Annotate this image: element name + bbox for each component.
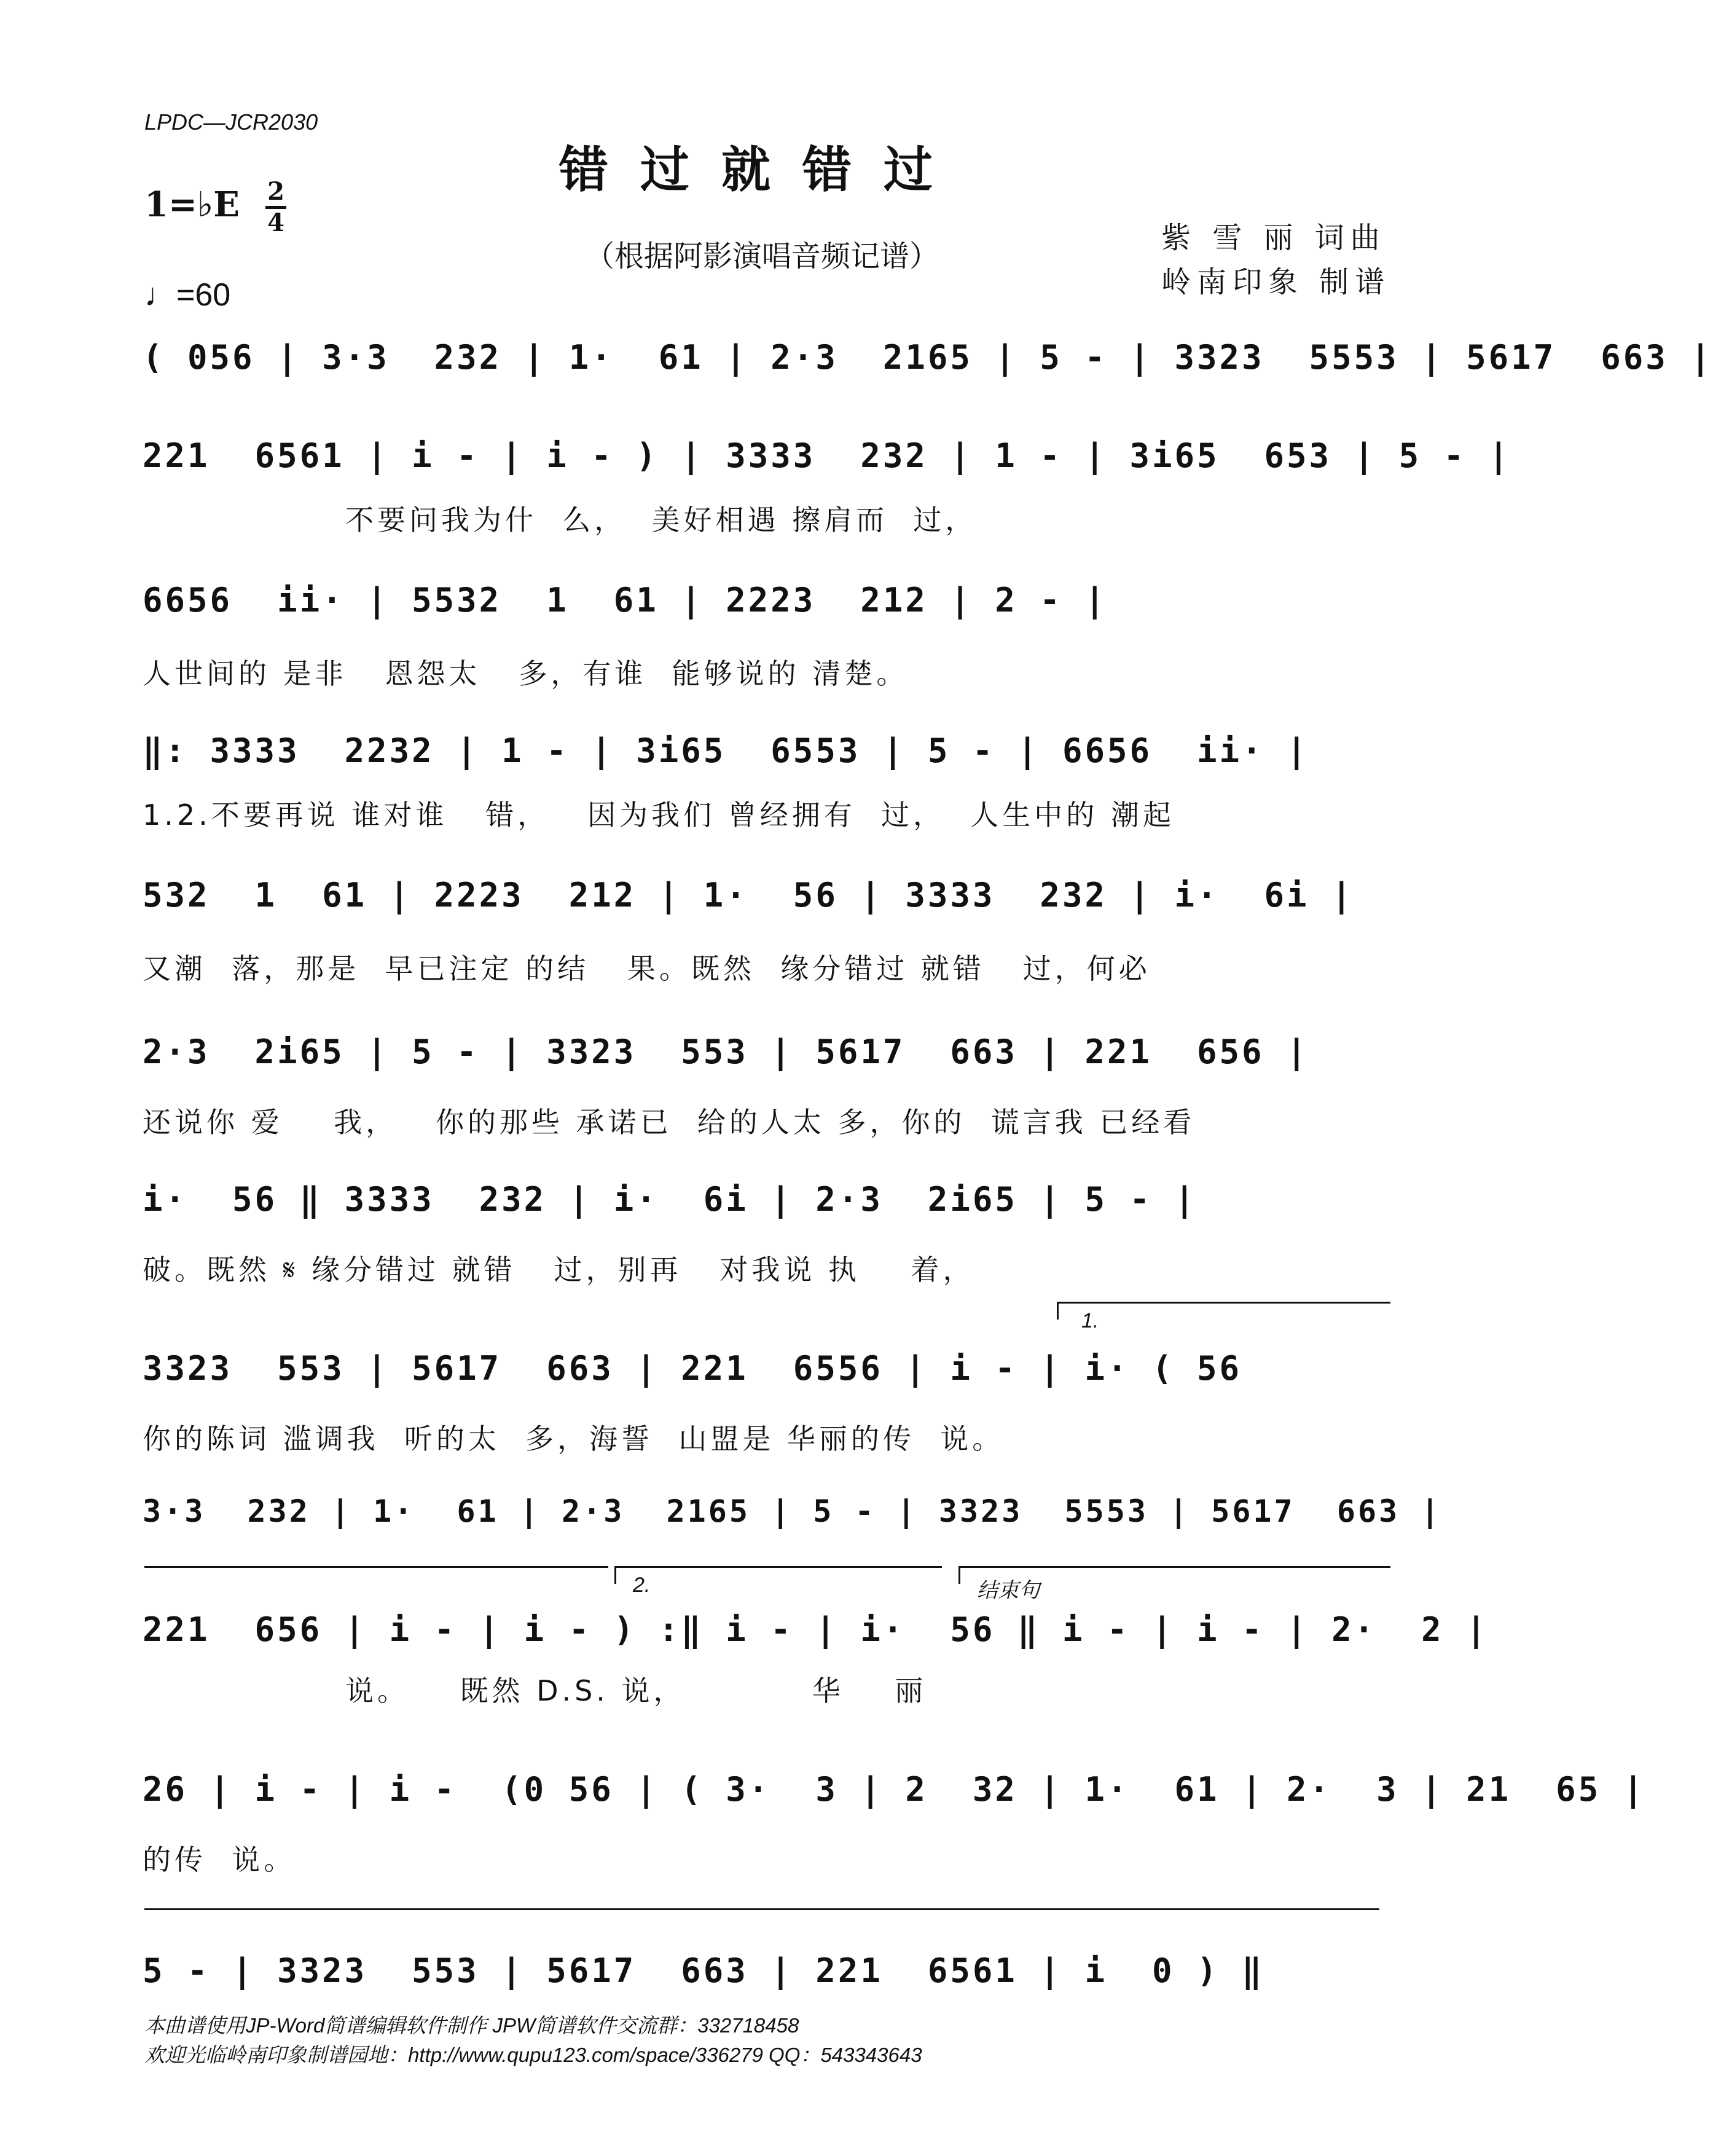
subtitle: （根据阿影演唱音频记谱） [584, 239, 939, 273]
system-12 [143, 1951, 1381, 2007]
second-ending-bracket [614, 1566, 942, 1584]
notes-line: 221 656 | i - | i - ) :‖ i - | i· 56 ‖ i - | i - | 2· 2 | [143, 1610, 1489, 1649]
lyrics-line: 又潮 落，那是 早已注定 的结 果。既然 缘分错过 就错 过，何必 [143, 952, 1151, 985]
coda-label: 结束句 [977, 1579, 1040, 1602]
footer-line-2: 欢迎光临岭南印象制谱园地：http://www.qupu123.com/space/336279 QQ：543343643 [144, 2044, 922, 2066]
lyrics-line: 不要问我为什 么， 美好相遇 擦肩而 过， [143, 503, 978, 537]
lyrics-line: 的传 说。 [143, 1843, 296, 1876]
system-3 [143, 581, 1381, 690]
notes-line: 2·3 2i65 | 5 - | 3323 553 | 5617 663 | 221 656 | [143, 1033, 1309, 1071]
system-9 [143, 1493, 1442, 1549]
footer-line-1: 本曲谱使用JP-Word简谱编辑软件制作 JPW简谱软件交流群：332718458 [144, 2014, 799, 2037]
notes-line: 3·3 232 | 1· 61 | 2·3 2165 | 5 - | 3323 5553 | 5617 663 | [143, 1493, 1442, 1529]
system-8 [143, 1349, 1381, 1454]
notes-line: i· 56 ‖ 3333 232 | i· 6i | 2·3 2i65 | 5 - | [143, 1180, 1198, 1219]
song-title: 错过就错过 [559, 141, 965, 199]
notes-line: 3323 553 | 5617 663 | 221 6556 | i - | i· ( 56 [143, 1349, 1242, 1388]
time-signature-bottom: 4 [267, 208, 284, 237]
notes-line: 26 | i - | i - (0 56 | ( 3· 3 | 2 32 | 1· 61 | 2· 3 | 21 65 | [143, 1770, 1646, 1809]
first-ending-label: 1. [1081, 1309, 1099, 1332]
document-id: LPDC—JCR2030 [144, 109, 318, 135]
tempo-marking: ♩=60 [144, 277, 231, 313]
system-2 [143, 436, 1511, 541]
notes-line: 221 6561 | i - | i - ) | 3333 232 | 1 - | 3i65 653 | 5 - | [143, 436, 1511, 475]
first-ending-bracket [1057, 1302, 1390, 1320]
notes-line: ( 056 | 3·3 232 | 1· 61 | 2·3 2165 | 5 - | 3323 5553 | 5617 663 | [143, 338, 1713, 377]
final-bracket-line [144, 1908, 1379, 1910]
second-ending-label: 2. [633, 1573, 651, 1597]
lyrics-line: 破。既然 𝄋 缘分错过 就错 过，别再 对我说 执 着， [143, 1253, 975, 1286]
notes-line: 532 1 61 | 2223 212 | 1· 56 | 3333 232 | i· 6i | [143, 876, 1354, 915]
notes-line: 6656 ii· | 5532 1 61 | 2223 212 | 2 - | [143, 581, 1107, 620]
system-10 [143, 1610, 1489, 1715]
system-4 [143, 731, 1381, 836]
system-5 [143, 876, 1381, 985]
time-signature-top: 2 [267, 177, 284, 206]
system-11 [143, 1770, 1646, 1876]
key-signature: 1=♭E [144, 184, 240, 225]
system-7 [143, 1180, 1381, 1285]
credit-score: 岭南印象 制谱 [1161, 265, 1391, 299]
system-1 [143, 338, 1713, 412]
lyrics-line: 人世间的 是非 恩怨太 多，有谁 能够说的 清楚。 [143, 657, 909, 690]
lyrics-line: 还说你 爱 我， 你的那些 承诺已 给的人太 多，你的 谎言我 已经看 [143, 1106, 1196, 1139]
time-signature [265, 179, 286, 235]
credit-lyrics: 紫 雪 丽 词曲 [1161, 221, 1386, 255]
notes-line: 5 - | 3323 553 | 5617 663 | 221 6561 | i 0 ) ‖ [143, 1951, 1264, 1990]
lyrics-line: 说。 既然 D.S. 说， 华 丽 [143, 1674, 927, 1707]
system-6 [143, 1033, 1381, 1137]
first-ending-continuation-line [144, 1566, 608, 1568]
lyrics-line: 1.2.不要再说 谁对谁 错， 因为我们 曾经拥有 过， 人生中的 潮起 [143, 798, 1175, 832]
lyrics-line: 你的陈词 滥调我 听的太 多，海誓 山盟是 华丽的传 说。 [143, 1422, 1005, 1455]
notes-line: ‖: 3333 2232 | 1 - | 3i65 6553 | 5 - | 6656 ii· | [143, 731, 1309, 770]
